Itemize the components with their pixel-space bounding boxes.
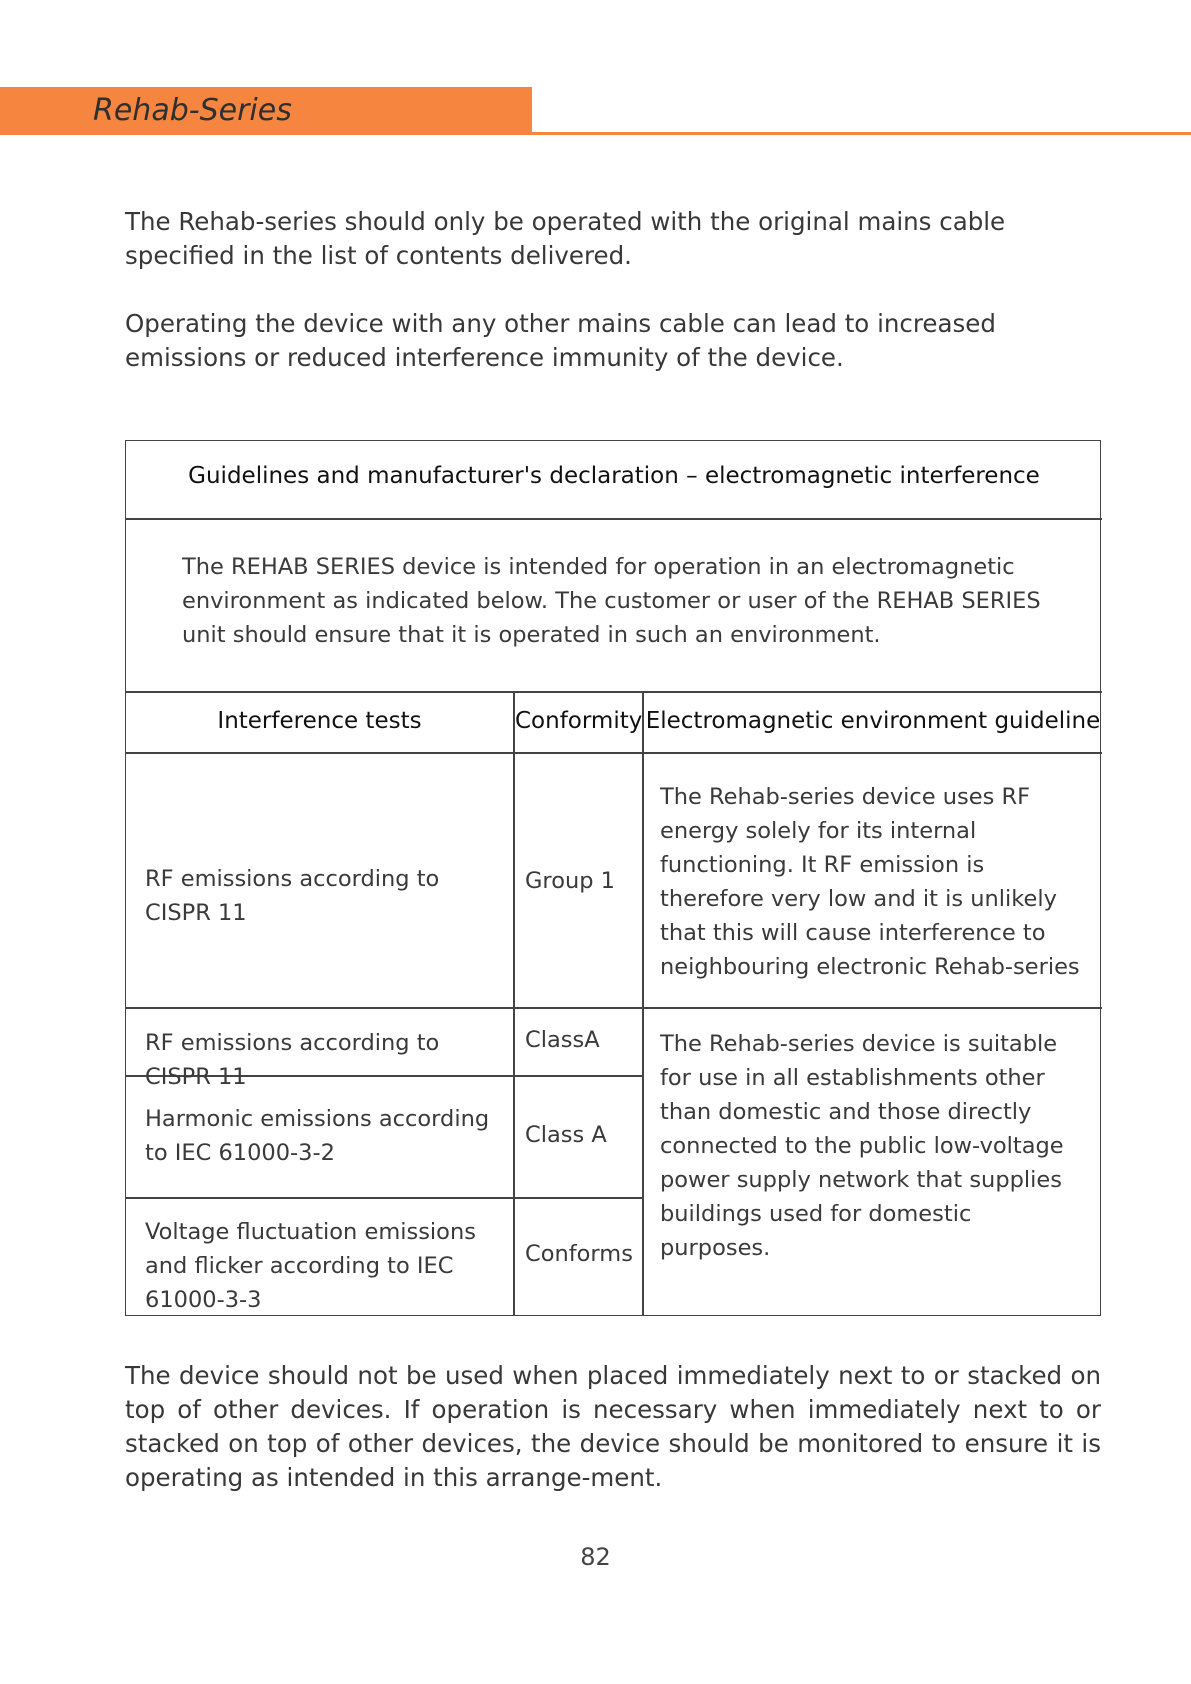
column-header-tests: Interference tests	[217, 708, 422, 734]
column-header-conformity: Conformity	[515, 708, 643, 734]
page-header-title: Rehab-Series	[93, 93, 292, 128]
emc-declaration-table	[125, 440, 1101, 1316]
row-conformity-conforms: Conforms	[525, 1241, 633, 1267]
intro-paragraph-cable: The Rehab-series should only be operated with the original mains cable specified in the list of contents delivered.	[125, 207, 1006, 270]
header-rule	[532, 132, 1191, 135]
table-divider	[126, 1007, 1102, 1009]
guideline-establishments: The Rehab-series device is suitable for use in all establishments other than domestic and those directly connected to the public low-voltage power supply network that supplies buildings used for domestic purposes.	[660, 1031, 1064, 1261]
table-divider	[642, 691, 644, 1315]
table-title: Guidelines and manufacturer's declaration – electromagnetic interference	[188, 463, 1040, 489]
table-divider	[126, 691, 1102, 693]
table-divider	[126, 518, 1102, 520]
row-conformity-classa: ClassA	[525, 1027, 600, 1053]
row-test-rf-group: RF emissions according to CISPR 11	[145, 866, 440, 926]
intro-paragraph-emissions: Operating the device with any other mains cable can lead to increased emissions or reduced interference immunity of the device.	[125, 309, 996, 372]
row-conformity-class-a: Class A	[525, 1122, 607, 1148]
closing-paragraph: The device should not be used when placed immediately next to or stacked on top of other devices. If operation is necessary when immediately next to or stacked on top of other devices, the device should be monitored to ensure it is operating as intended in this arrange-ment.	[125, 1361, 1101, 1492]
row-test-harmonic: Harmonic emissions according to IEC 61000-3-2	[145, 1106, 490, 1166]
table-divider	[513, 691, 515, 1315]
column-header-guideline: Electromagnetic environment guideline	[645, 708, 1101, 734]
row-test-rf-class: RF emissions according to CISPR 11	[145, 1030, 440, 1090]
row-conformity-group1: Group 1	[525, 868, 615, 894]
table-divider	[126, 752, 1102, 754]
page-number: 82	[580, 1543, 611, 1571]
guideline-internal-rf: The Rehab-series device uses RF energy solely for its internal functioning. It RF emission is therefore very low and it is unlikely that this will cause interference to neighbouring electronic Rehab-series	[660, 784, 1080, 980]
row-test-voltage-flicker: Voltage fluctuation emissions and flicker according to IEC 61000-3-3	[145, 1219, 476, 1313]
table-intro: The REHAB SERIES device is intended for operation in an electromagnetic environment as indicated below. The customer or user of the REHAB SERIES unit should ensure that it is operated in such an environment.	[182, 554, 1041, 648]
table-divider	[126, 1197, 644, 1199]
